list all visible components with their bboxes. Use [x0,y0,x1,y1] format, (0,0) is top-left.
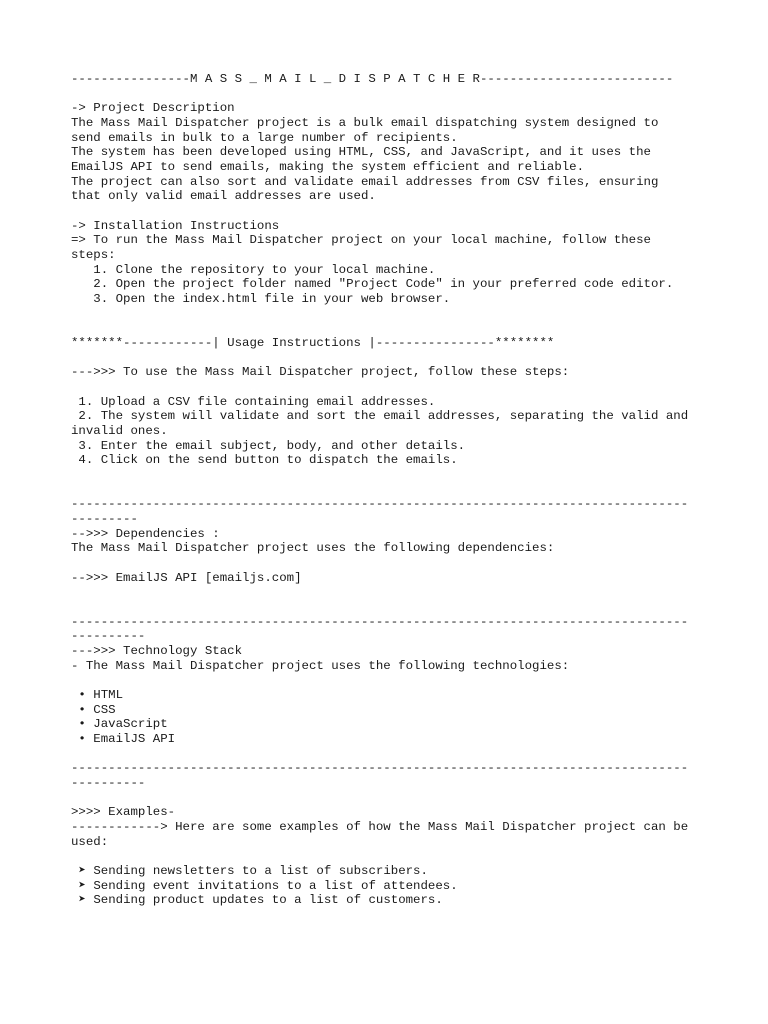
spacer [71,585,697,600]
list-item: • EmailJS API [71,732,176,747]
spacer [71,307,697,322]
installation-step: 2. Open the project folder named "Project Code" in your preferred code editor. [71,277,674,292]
section-heading: --->>> Technology Stack [71,644,243,659]
installation-step: 3. Open the index.html file in your web browser. [71,292,451,307]
paragraph-line: send emails in bulk to a large number of recipients. [71,130,458,145]
spacer [71,87,697,102]
spacer [71,468,697,483]
list-item: ➤ Sending product updates to a list of customers. [71,893,443,908]
paragraph-line: The Mass Mail Dispatcher project is a bulk email dispatching system designed to [71,116,659,130]
paragraph-line: steps: [71,248,116,263]
list-item: ➤ Sending event invitations to a list of attendees. [71,878,458,893]
usage-step: 4. Click on the send button to dispatch the emails. [71,453,458,468]
paragraph-line: used: [71,834,109,849]
spacer [71,849,697,864]
paragraph-line: The Mass Mail Dispatcher project uses the following dependencies: [71,541,555,556]
spacer [71,791,697,806]
spacer [71,204,697,219]
divider-line: ----------------------------------------------------------------------------------- [71,614,689,629]
paragraph-line: => To run the Mass Mail Dispatcher project on your local machine, follow these [71,233,651,248]
list-item: • HTML [71,688,124,703]
paragraph-line: The project can also sort and validate email addresses from CSV files, ensuring [71,174,659,189]
dependency-item: -->>> EmailJS API [emailjs.com] [71,570,302,585]
spacer [71,673,697,688]
section-heading: -> Installation Instructions [71,218,280,233]
examples-list [71,864,697,908]
usage-step: 1. Upload a CSV file containing email addresses. [71,394,436,409]
list-item: • CSS [71,702,116,717]
paragraph-line: --->>> To use the Mass Mail Dispatcher project, follow these steps: [71,365,570,380]
spacer [71,483,697,498]
divider-line: ----------------------------------------------------------------------------------- [71,497,689,512]
paragraph-line: that only valid email addresses are used. [71,189,376,204]
section-heading: >>>> Examples- [71,805,176,820]
section-heading: -> Project Description [71,101,235,116]
divider-line: ---------- [71,776,146,791]
section-heading: -->>> Dependencies : [71,526,220,541]
document-title: ----------------M A S S _ M A I L _ D I S P A T C H E R-------------------------- [71,72,674,86]
usage-section [71,336,697,468]
section-heading: *******------------| Usage Instructions |----------------******** [71,336,555,351]
technology-stack-section [71,615,697,747]
spacer [71,747,697,762]
paragraph-line: EmailJS API to send emails, making the system efficient and reliable. [71,160,585,175]
usage-step: 3. Enter the email subject, body, and other details. [71,438,466,453]
paragraph-line: - The Mass Mail Dispatcher project uses the following technologies: [71,658,570,673]
spacer [71,556,697,571]
spacer [71,600,697,615]
paragraph-line: The system has been developed using HTML, CSS, and JavaScript, and it uses the [71,145,651,160]
list-item: ➤ Sending newsletters to a list of subscribers. [71,864,428,879]
divider-line: ---------- [71,629,146,644]
divider-line: --------- [71,512,138,527]
installation-step: 1. Clone the repository to your local machine. [71,262,436,277]
usage-step: invalid ones. [71,424,168,439]
dependencies-section [71,497,697,585]
spacer [71,351,697,366]
project-description-section [71,101,697,204]
installation-section [71,219,697,307]
list-item: • JavaScript [71,717,168,732]
divider-line: ----------------------------------------------------------------------------------- [71,761,689,776]
spacer [71,380,697,395]
technology-list [71,688,697,747]
usage-step: 2. The system will validate and sort the email addresses, separating the valid and [71,409,689,424]
spacer [71,321,697,336]
paragraph-line: ------------> Here are some examples of how the Mass Mail Dispatcher project can be [71,820,689,835]
examples-section [71,761,697,908]
